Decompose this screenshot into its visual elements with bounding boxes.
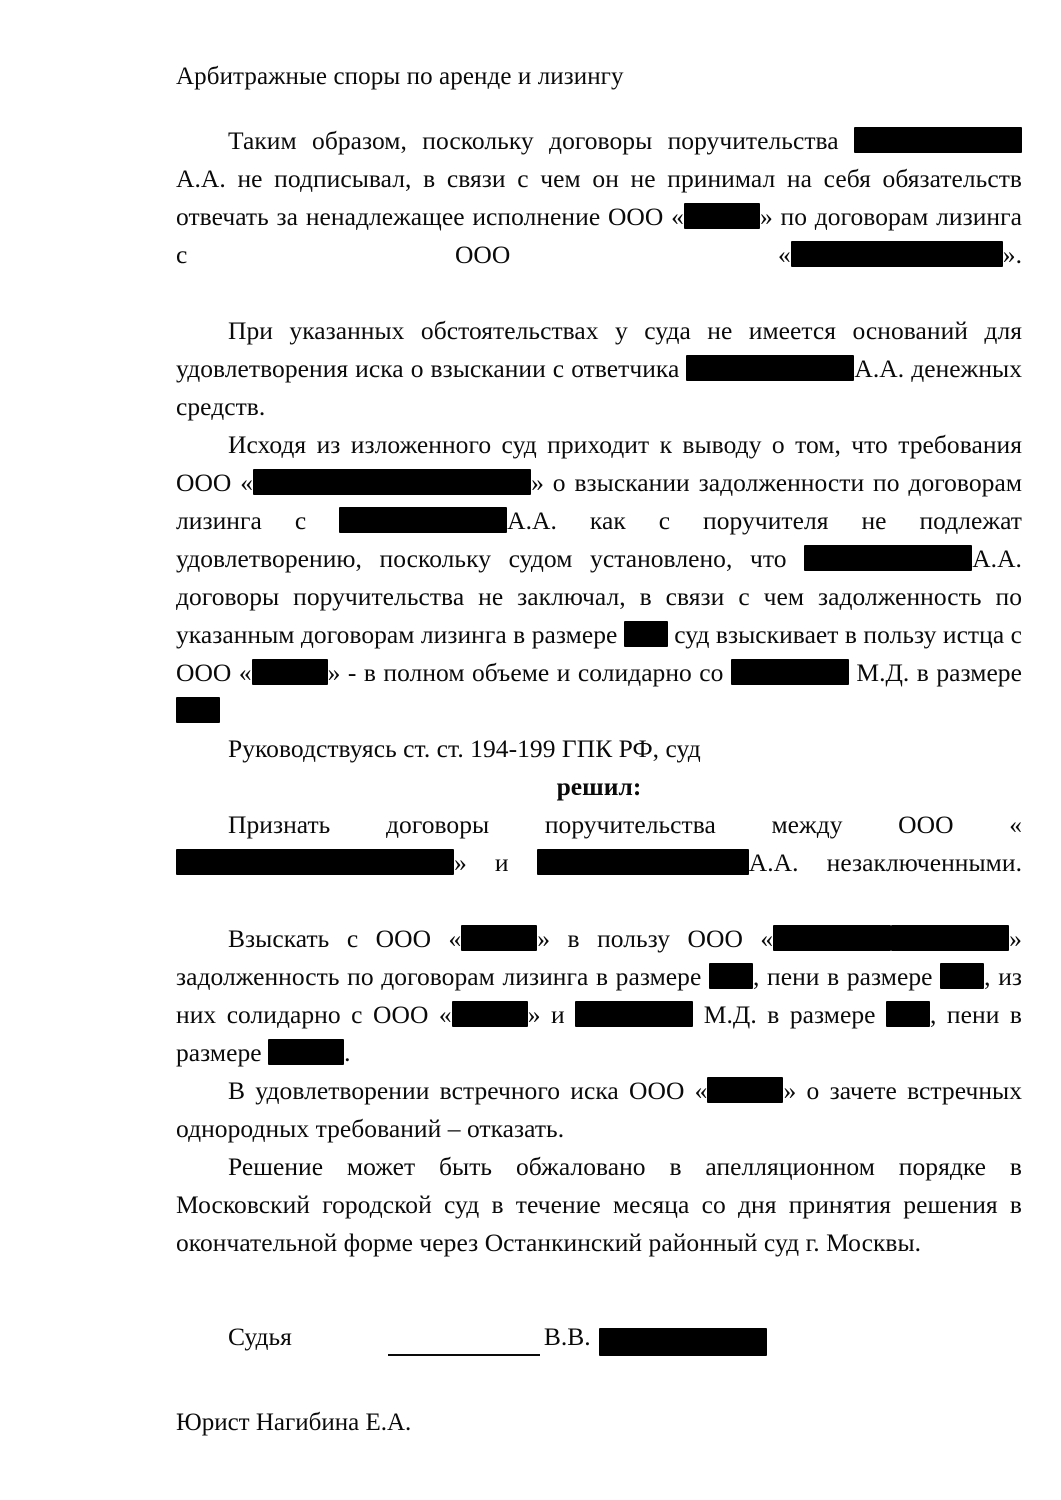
paragraph-8 [176, 1072, 1022, 1148]
paragraph-3-text-g: М.Д. в размере [856, 658, 1022, 687]
signature-rule [388, 1332, 540, 1356]
paragraph-7-text-d: , пени в размере [752, 962, 933, 991]
paragraph-2-text-b: А.А. денежных средств. [176, 354, 1022, 421]
signature-line [176, 1318, 1022, 1356]
paragraph-3-text-d: А.А. договоры поручительства не заключал, в связи с чем задолженность по указанным договорам лизинга в размере [176, 544, 1022, 649]
paragraph-7-text-i: . [344, 1038, 351, 1067]
paragraph-2 [176, 312, 1022, 426]
signature-initials: В.В. [543, 1322, 591, 1351]
paragraph-8-text-a: В удовлетворении встречного иска ООО « [228, 1076, 708, 1105]
redaction-block [731, 659, 849, 685]
paragraph-7-text-a: Взыскать с ООО « [228, 924, 462, 953]
paragraph-2-text-a: При указанных обстоятельствах у суда не имеется оснований для удовлетворения иска о взыскании с ответчика [176, 316, 1022, 383]
paragraph-3 [176, 426, 1022, 730]
signature-label: Судья [228, 1322, 292, 1351]
paragraph-9: Решение может быть обжаловано в апелляционном порядке в Московский городской суд в течение месяца со дня принятия решения в окончательной форме через Останкинский районный суд г. Москвы. [176, 1152, 1022, 1257]
redaction-block [268, 1039, 344, 1065]
redaction-block [339, 507, 507, 533]
paragraph-8-text-b: » о зачете встречных однородных требований – отказать. [176, 1076, 1022, 1143]
paragraph-3-text-b: » о взыскании задолженности по договорам лизинга с [176, 468, 1023, 535]
redaction-block [537, 849, 749, 875]
paragraph-4: Руководствуясь ст. ст. 194-199 ГПК РФ, суд [228, 734, 701, 763]
paragraph-1-text-c: » по договорам лизинга с ООО « [176, 202, 1022, 269]
redaction-block [452, 1001, 528, 1027]
paragraph-7-text-e: , из них солидарно с ООО « [176, 962, 1023, 1029]
paragraph-7-text-g: М.Д. в размере [703, 1000, 876, 1029]
redaction-block [891, 925, 1009, 951]
paragraph-1-text-b: А.А. не подписывал, в связи с чем он не принимал на себя обязательств отвечать за ненадлежащее исполнение ООО « [176, 164, 1022, 231]
paragraph-7-text-h: , пени в размере [176, 1000, 1022, 1067]
paragraph-1 [176, 122, 1022, 312]
paragraph-7-text-c: » задолженность по договорам лизинга в размере [176, 924, 1022, 991]
redaction-block [707, 1077, 783, 1103]
redaction-block [599, 1328, 767, 1356]
paragraph-6-text-c: А.А. незаключенными. [748, 848, 1022, 877]
paragraph-6-text-b: » и [454, 848, 509, 877]
document-footer: Юрист Нагибина Е.А. [176, 1409, 412, 1436]
redaction-block [176, 849, 454, 875]
paragraph-6 [176, 806, 1022, 920]
ruling-keyword: решил: [556, 772, 642, 801]
paragraph-7-text-b: » в пользу ООО « [537, 924, 774, 953]
redaction-block [176, 697, 220, 723]
redaction-block [804, 545, 972, 571]
redaction-block [684, 203, 760, 229]
paragraph-7 [176, 920, 1022, 1072]
paragraph-1-text-a: Таким образом, поскольку договоры поручительства [228, 126, 839, 155]
redaction-block [461, 925, 537, 951]
redaction-block [624, 621, 668, 647]
redaction-block [791, 241, 1003, 267]
redaction-block [575, 1001, 693, 1027]
document-header: Арбитражные споры по аренде и лизингу [176, 63, 624, 90]
redaction-block [253, 469, 531, 495]
paragraph-6-text-a: Признать договоры поручительства между ООО « [228, 810, 1022, 839]
paragraph-7-text-f: » и [527, 1000, 565, 1029]
redaction-block [940, 963, 984, 989]
document-body [176, 122, 1022, 1356]
paragraph-3-text-a: Исходя из изложенного суд приходит к выводу о том, что требования ООО « [176, 430, 1022, 497]
redaction-block [709, 963, 753, 989]
redaction-block [686, 355, 854, 381]
redaction-block [886, 1001, 930, 1027]
paragraph-3-text-e: суд взыскивает в пользу истца с ООО « [176, 620, 1022, 687]
redaction-block [854, 127, 1022, 153]
redaction-block [252, 659, 328, 685]
redaction-block [773, 925, 891, 951]
paragraph-3-text-f: » - в полном объеме и солидарно со [327, 658, 724, 687]
paragraph-1-text-d: ». [1002, 240, 1022, 269]
paragraph-3-text-c: А.А. как с поручителя не подлежат удовлетворению, поскольку судом установлено, что [176, 506, 1022, 573]
